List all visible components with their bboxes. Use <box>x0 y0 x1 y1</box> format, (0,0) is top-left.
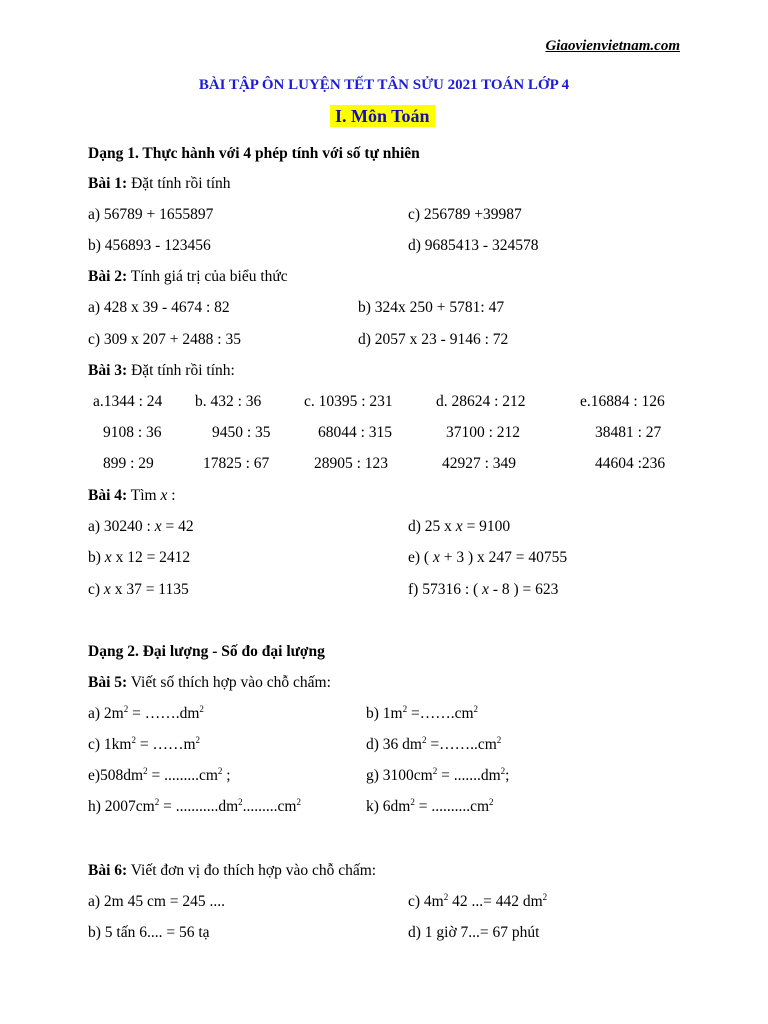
bai4-c <box>88 580 189 600</box>
bai2-a: a) 428 x 39 - 4674 : 82 <box>88 299 230 316</box>
bai3-r3-c4: 42927 : 349 <box>442 455 517 472</box>
bai5-c <box>88 735 200 755</box>
bai2-text: Tính giá trị của biểu thức <box>127 268 288 285</box>
bai4-label: Bài 4: <box>88 487 128 504</box>
bai5-label: Bài 5: <box>88 674 128 691</box>
bai5-c-part2: = ……m <box>135 736 196 753</box>
bai5-a <box>88 704 204 724</box>
bai2-prompt <box>88 267 288 287</box>
bai3-r1-c3: c. 10395 : 231 <box>304 393 393 410</box>
bai6-prompt <box>88 861 376 881</box>
bai6-c-part2: 42 ...= 442 dm <box>448 893 543 910</box>
variable-x: x <box>432 549 440 566</box>
bai3-r2-c5: 38481 : 27 <box>595 424 662 441</box>
superscript-2: 2 <box>542 892 548 902</box>
bai4-f-pre: f) 57316 : ( <box>408 581 483 598</box>
bai5-b-part1: b) 1m <box>366 705 403 722</box>
bai3-r1-c4: d. 28624 : 212 <box>436 393 526 410</box>
bai4-d-pre: d) 25 x <box>408 518 456 535</box>
bai4-f <box>408 580 558 600</box>
section-heading-text: I. Môn Toán <box>330 105 435 127</box>
bai4-c-post: x 37 = 1135 <box>110 581 189 598</box>
superscript-2: 2 <box>410 797 415 807</box>
bai4-e <box>408 548 567 568</box>
bai1-c: c) 256789 +39987 <box>408 206 522 223</box>
superscript-2: 2 <box>238 797 243 807</box>
bai1-b: b) 456893 - 123456 <box>88 237 211 254</box>
bai2-label: Bài 2: <box>88 268 128 285</box>
bai1-label: Bài 1: <box>88 175 128 192</box>
bai4-c-pre: c) <box>88 581 104 598</box>
bai4-f-post: - 8 ) = 623 <box>488 581 559 598</box>
bai5-k-part1: k) 6dm <box>366 798 411 815</box>
bai1-text: Đặt tính rồi tính <box>127 175 231 192</box>
bai5-h-part1: h) 2007cm <box>88 798 155 815</box>
bai6-label: Bài 6: <box>88 862 128 879</box>
bai5-g-part2: = .......dm <box>437 767 501 784</box>
bai3-label: Bài 3: <box>88 362 128 379</box>
superscript-2: 2 <box>143 766 148 776</box>
bai3-r2-c1: 9108 : 36 <box>103 424 162 441</box>
superscript-2: 2 <box>131 735 136 745</box>
bai5-h <box>88 797 301 817</box>
worksheet-title: BÀI TẬP ÔN LUYỆN TẾT TÂN SỬU 2021 TOÁN LỚP 4 <box>198 77 570 93</box>
bai5-k-part2: = ..........cm <box>414 798 490 815</box>
bai3-r2-c4: 37100 : 212 <box>446 424 521 441</box>
superscript-2: 2 <box>296 797 301 807</box>
superscript-2: 2 <box>473 704 479 714</box>
bai6-a: a) 2m 45 cm = 245 .... <box>88 893 226 910</box>
bai5-e-part3: ; <box>222 767 231 784</box>
variable-x: x <box>482 581 489 598</box>
bai4-text: Tìm <box>127 487 161 504</box>
bai3-prompt <box>88 361 235 381</box>
bai5-c-part1: c) 1km <box>88 736 132 753</box>
variable-x: x <box>154 518 162 535</box>
bai5-h-part3: .........cm <box>242 798 297 815</box>
bai2-c: c) 309 x 207 + 2488 : 35 <box>88 331 241 348</box>
superscript-2: 2 <box>496 735 502 745</box>
variable-x: x <box>160 487 168 504</box>
bai4-a <box>88 517 194 537</box>
bai5-g <box>366 766 509 786</box>
bai5-a-part1: a) 2m <box>88 705 124 722</box>
bai5-text: Viết số thích hợp vào chỗ chấm: <box>127 674 331 691</box>
bai3-text: Đặt tính rồi tính: <box>127 362 235 379</box>
bai5-g-part1: g) 3100cm <box>366 767 433 784</box>
bai5-d-part1: d) 36 dm <box>366 736 422 753</box>
bai3-r3-c2: 17825 : 67 <box>203 455 270 472</box>
bai3-r3-c1: 899 : 29 <box>103 455 154 472</box>
bai3-r3-c3: 28905 : 123 <box>314 455 389 472</box>
bai6-d: d) 1 giờ 7...= 67 phút <box>408 924 540 941</box>
superscript-2: 2 <box>195 735 201 745</box>
superscript-2: 2 <box>217 766 223 776</box>
variable-x: x <box>103 581 111 598</box>
dang2-heading: Dạng 2. Đại lượng - Số đo đại lượng <box>88 643 325 660</box>
bai5-e <box>88 766 231 786</box>
bai5-d-part2: =……..cm <box>426 736 497 753</box>
superscript-2: 2 <box>123 704 129 714</box>
bai5-e-part1: e)508dm <box>88 767 144 784</box>
bai6-c <box>408 892 547 912</box>
bai5-e-part2: = .........cm <box>147 767 218 784</box>
bai4-b <box>88 548 190 568</box>
section-heading <box>330 106 435 128</box>
bai1-a: a) 56789 + 1655897 <box>88 206 214 223</box>
bai3-r2-c3: 68044 : 315 <box>318 424 393 441</box>
bai5-prompt <box>88 673 331 693</box>
dang1-heading: Dạng 1. Thực hành với 4 phép tính với số tự nhiên <box>88 145 420 162</box>
bai4-b-post: x 12 = 2412 <box>111 549 191 566</box>
bai5-h-part2: = ...........dm <box>159 798 239 815</box>
bai4-e-pre: e) ( <box>408 549 433 566</box>
superscript-2: 2 <box>489 797 494 807</box>
bai5-b-part2: =…….cm <box>407 705 474 722</box>
variable-x: x <box>104 549 112 566</box>
bai5-k <box>366 797 494 817</box>
superscript-2: 2 <box>421 735 427 745</box>
bai3-r1-c1: a.1344 : 24 <box>93 393 163 410</box>
superscript-2: 2 <box>402 704 408 714</box>
superscript-2: 2 <box>199 704 204 714</box>
superscript-2: 2 <box>432 766 438 776</box>
bai5-a-part2: = …….dm <box>128 705 200 722</box>
bai4-d-post: = 9100 <box>462 518 511 535</box>
variable-x: x <box>455 518 463 535</box>
bai5-g-part3: ; <box>505 767 510 784</box>
superscript-2: 2 <box>154 797 160 807</box>
bai5-d <box>366 735 501 755</box>
superscript-2: 2 <box>500 766 506 776</box>
bai6-text: Viết đơn vị đo thích hợp vào chỗ chấm: <box>127 862 377 879</box>
bai6-b: b) 5 tấn 6.... = 56 tạ <box>88 924 210 941</box>
bai4-d <box>408 517 510 537</box>
bai3-r3-c5: 44604 :236 <box>595 455 666 472</box>
bai1-d: d) 9685413 - 324578 <box>408 237 539 254</box>
bai6-c-part1: c) 4m <box>408 893 444 910</box>
bai4-a-post: = 42 <box>161 518 194 535</box>
bai3-r1-c5: e.16884 : 126 <box>580 393 665 410</box>
bai1-prompt <box>88 174 231 194</box>
bai4-a-pre: a) 30240 : <box>88 518 155 535</box>
superscript-2: 2 <box>443 892 449 902</box>
bai2-d: d) 2057 x 23 - 9146 : 72 <box>358 331 509 348</box>
bai3-r2-c2: 9450 : 35 <box>212 424 271 441</box>
bai4-e-post: + 3 ) x 247 = 40755 <box>439 549 568 566</box>
bai4-b-pre: b) <box>88 549 105 566</box>
bai4-prompt: Bài 4: Tìm x : <box>88 487 176 504</box>
bai2-b: b) 324x 250 + 5781: 47 <box>358 299 505 316</box>
bai3-r1-c2: b. 432 : 36 <box>195 393 262 410</box>
site-link[interactable]: Giaovienvietnam.com <box>545 38 680 54</box>
bai5-b <box>366 704 478 724</box>
